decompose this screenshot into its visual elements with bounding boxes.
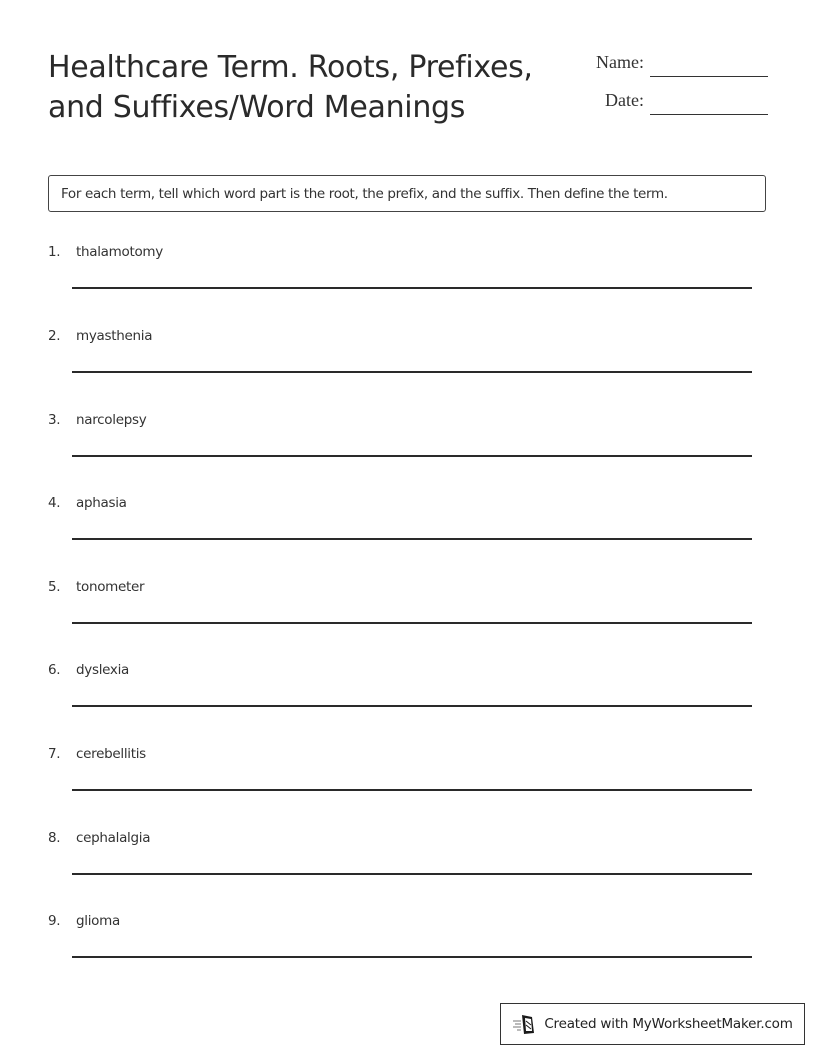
name-blank-line[interactable] bbox=[650, 76, 768, 77]
answer-line[interactable] bbox=[72, 873, 752, 875]
question-item bbox=[48, 822, 752, 906]
question-term: narcolepsy bbox=[76, 412, 147, 428]
date-label: Date: bbox=[605, 90, 644, 110]
question-number: 4. bbox=[48, 495, 61, 511]
question-term: cerebellitis bbox=[76, 746, 146, 762]
question-term: tonometer bbox=[76, 579, 145, 595]
answer-line[interactable] bbox=[72, 455, 752, 457]
answer-line[interactable] bbox=[72, 287, 752, 289]
question-number: 9. bbox=[48, 913, 61, 929]
question-number: 1. bbox=[48, 244, 61, 260]
question-term: myasthenia bbox=[76, 328, 153, 344]
question-number: 3. bbox=[48, 412, 61, 428]
question-item bbox=[48, 404, 752, 488]
question-term: glioma bbox=[76, 913, 120, 929]
question-item bbox=[48, 571, 752, 655]
question-term: dyslexia bbox=[76, 662, 130, 678]
name-field bbox=[590, 52, 770, 76]
name-label: Name: bbox=[596, 52, 644, 72]
question-number: 8. bbox=[48, 830, 61, 846]
question-number: 7. bbox=[48, 746, 61, 762]
answer-line[interactable] bbox=[72, 371, 752, 373]
page-title: Healthcare Term. Roots, Prefixes, and Suffixes/Word Meanings bbox=[48, 50, 533, 125]
question-item bbox=[48, 320, 752, 404]
question-item bbox=[48, 236, 752, 320]
answer-line[interactable] bbox=[72, 789, 752, 791]
question-term: thalamotomy bbox=[76, 244, 163, 260]
instructions-box: For each term, tell which word part is the root, the prefix, and the suffix. Then define the term. bbox=[48, 175, 766, 212]
footer-credit-text: Created with MyWorksheetMaker.com bbox=[544, 1016, 793, 1032]
question-item bbox=[48, 738, 752, 822]
answer-line[interactable] bbox=[72, 956, 752, 958]
question-number: 6. bbox=[48, 662, 61, 678]
answer-line[interactable] bbox=[72, 622, 752, 624]
footer-credit-badge[interactable] bbox=[500, 1003, 805, 1045]
question-item bbox=[48, 487, 752, 571]
question-term: aphasia bbox=[76, 495, 127, 511]
date-field bbox=[590, 90, 770, 114]
question-number: 2. bbox=[48, 328, 61, 344]
question-item bbox=[48, 654, 752, 738]
answer-line[interactable] bbox=[72, 705, 752, 707]
question-item bbox=[48, 905, 752, 989]
answer-line[interactable] bbox=[72, 538, 752, 540]
date-blank-line[interactable] bbox=[650, 114, 768, 115]
question-term: cephalalgia bbox=[76, 830, 151, 846]
worksheet-maker-logo-icon bbox=[512, 1013, 538, 1035]
question-number: 5. bbox=[48, 579, 61, 595]
